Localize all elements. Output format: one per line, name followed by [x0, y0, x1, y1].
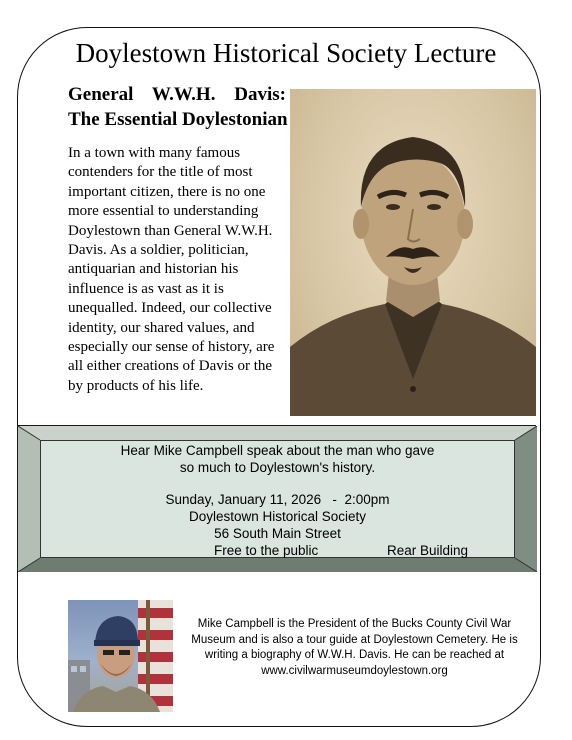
- headline-line-1: General W.W.H. Davis:: [68, 84, 286, 105]
- event-details: [40, 440, 515, 558]
- event-time: 2:00pm: [344, 492, 390, 507]
- event-location-note: Rear Building: [387, 543, 469, 558]
- event-datetime: [41, 491, 514, 508]
- event-admission: Free to the public: [214, 543, 319, 558]
- event-banner: [17, 425, 536, 571]
- speaker-bio: Mike Campbell is the President of the Bucks County Civil War Museum and is also a tour guide at Doylestown Cemetery. He is writing a biography of W.W.H. Davis. He can be reached at www.civilwarmuseumdoylestown.org: [191, 618, 518, 677]
- page-title: Doylestown Historical Society Lecture: [75, 38, 497, 68]
- event-separator: -: [332, 492, 337, 507]
- event-intro-line-2: so much to Doylestown's history.: [179, 460, 376, 475]
- article-body: In a town with many famous contenders for the title of most important citizen, there is no one more essential to understanding Doylestown than General W.W.H. Davis. As a soldier, politician, antiquarian and historian his influence is as vast as it is unequalled. Indeed, our collective identity, our shared values, and especially our sense of history, are all either creations of Davis or the by products of his life.: [68, 145, 275, 394]
- headline-line-2: The Essential Doylestonian: [68, 109, 288, 130]
- speaker-photo: [68, 600, 173, 712]
- article-headline: [68, 82, 286, 132]
- portrait-photo-davis: [290, 89, 536, 416]
- event-address: 56 South Main Street: [214, 526, 341, 541]
- event-admission-row: [41, 542, 514, 559]
- event-date: Sunday, January 11, 2026: [165, 492, 322, 507]
- event-venue: Doylestown Historical Society: [188, 509, 367, 524]
- event-intro-line-1: Hear Mike Campbell speak about the man who gave: [120, 443, 435, 458]
